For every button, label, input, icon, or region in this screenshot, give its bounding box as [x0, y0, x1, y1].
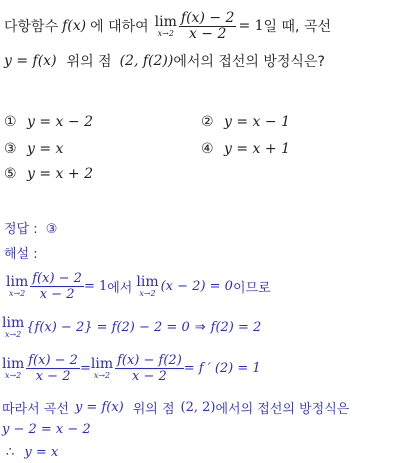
s3-lim-sub: x→2: [4, 370, 22, 380]
option-1: [4, 114, 93, 130]
s1-denominator: x − 2: [39, 286, 75, 302]
option-4: [201, 141, 290, 157]
question-fx: f(x): [62, 18, 87, 34]
s1-mid: 에서: [107, 280, 133, 296]
s1-limit-2: [136, 275, 158, 298]
option-2-mark: ②: [201, 114, 214, 130]
s4-eq: y = f(x): [74, 400, 124, 415]
fraction-numerator: f(x) − 2: [180, 9, 235, 26]
s4-point: (2, 2): [180, 400, 216, 415]
question-tail: 일 때, 곡선: [263, 19, 331, 35]
option-1-mark: ①: [4, 114, 17, 130]
option-2: [201, 114, 290, 130]
answer-label: 정답 :: [4, 222, 38, 237]
question-fraction: [179, 11, 237, 42]
question-lead: 다항함수: [4, 19, 59, 35]
s1-fraction: [30, 271, 84, 302]
s3-lim2-sub: x→2: [93, 370, 111, 380]
s4-tail: 에서의 접선의 방정식은: [215, 402, 350, 417]
question-line-2: [4, 51, 325, 71]
question-line2-tail: 에서의 접선의 방정식은?: [173, 54, 325, 70]
option-2-text: y = x − 1: [224, 114, 290, 130]
solution-step-6: [6, 445, 58, 460]
question-eq: = 1: [238, 18, 264, 34]
option-4-mark: ④: [201, 141, 214, 157]
s3-numerator: f(x) − 2: [28, 352, 78, 368]
solution-step-2: [2, 313, 261, 341]
s3-eq: =: [79, 360, 91, 376]
option-5-text: y = x + 2: [27, 166, 93, 182]
s3-limit: [2, 357, 24, 380]
s3-fraction-2: [115, 353, 184, 384]
option-4-text: y = x + 1: [224, 141, 290, 157]
option-5: [4, 166, 93, 182]
s3-denominator: x − 2: [35, 368, 71, 384]
s4-mid: 위의 점: [132, 402, 175, 417]
s1-limit: [6, 275, 28, 298]
solution-step-4: [2, 398, 349, 417]
answer-line: [4, 218, 57, 237]
s1-expr: (x − 2) = 0: [160, 278, 233, 294]
option-3-mark: ③: [4, 141, 17, 157]
question-line-1: [4, 6, 331, 46]
s3-lim2-word: lim: [90, 355, 114, 372]
s1-eq: = 1: [83, 278, 108, 294]
s2-lim-sub: x→2: [4, 329, 22, 339]
lim-sub: x→2: [157, 28, 174, 38]
s6-eq: y = x: [24, 445, 59, 460]
s2-result: f(2) = 2: [210, 319, 262, 335]
s3-lim-word: lim: [2, 355, 25, 372]
s3-result: = f ′ (2) = 1: [183, 360, 261, 376]
option-1-text: y = x − 2: [27, 114, 93, 130]
solution-step-1: [6, 267, 271, 305]
solution-label: 해설 :: [4, 247, 38, 262]
s3-denominator-2: x − 2: [132, 368, 167, 384]
s2-limit: [2, 316, 24, 339]
solution-step-5: y − 2 = x − 2: [2, 422, 91, 437]
s3-fraction: [26, 353, 80, 384]
question-limit: [155, 15, 177, 38]
s2-arrow: ⇒: [194, 319, 206, 335]
s1-lim2-word: lim: [136, 273, 159, 290]
s1-lim-word: lim: [6, 273, 29, 290]
answer-value: ③: [45, 222, 58, 237]
s1-numerator: f(x) − 2: [32, 270, 82, 286]
question-curve-eq: y = f(x): [4, 53, 57, 69]
solution-step-3: [2, 349, 261, 387]
therefore-symbol: ∴: [6, 445, 15, 460]
s3-numerator-2: f(x) − f(2): [117, 352, 182, 368]
s2-lim-word: lim: [2, 314, 25, 331]
s3-limit-2: [91, 357, 113, 380]
s1-lim-sub: x→2: [8, 288, 26, 298]
lim-word: lim: [154, 13, 177, 30]
s1-lim2-sub: x→2: [139, 288, 156, 298]
option-5-mark: ⑤: [4, 166, 17, 182]
option-3-text: y = x: [27, 141, 64, 157]
s2-expr: {f(x) − 2} = f(2) − 2 = 0: [26, 319, 190, 335]
s1-tail: 이므로: [232, 280, 271, 296]
question-point: (2, f(2)): [119, 53, 174, 69]
fraction-denominator: x − 2: [188, 25, 227, 42]
option-3: [4, 141, 63, 157]
s4-pre: 따라서 곡선: [2, 402, 69, 417]
question-mid: 에 대하여: [90, 19, 149, 35]
question-point-label: 위의 점: [66, 54, 112, 70]
